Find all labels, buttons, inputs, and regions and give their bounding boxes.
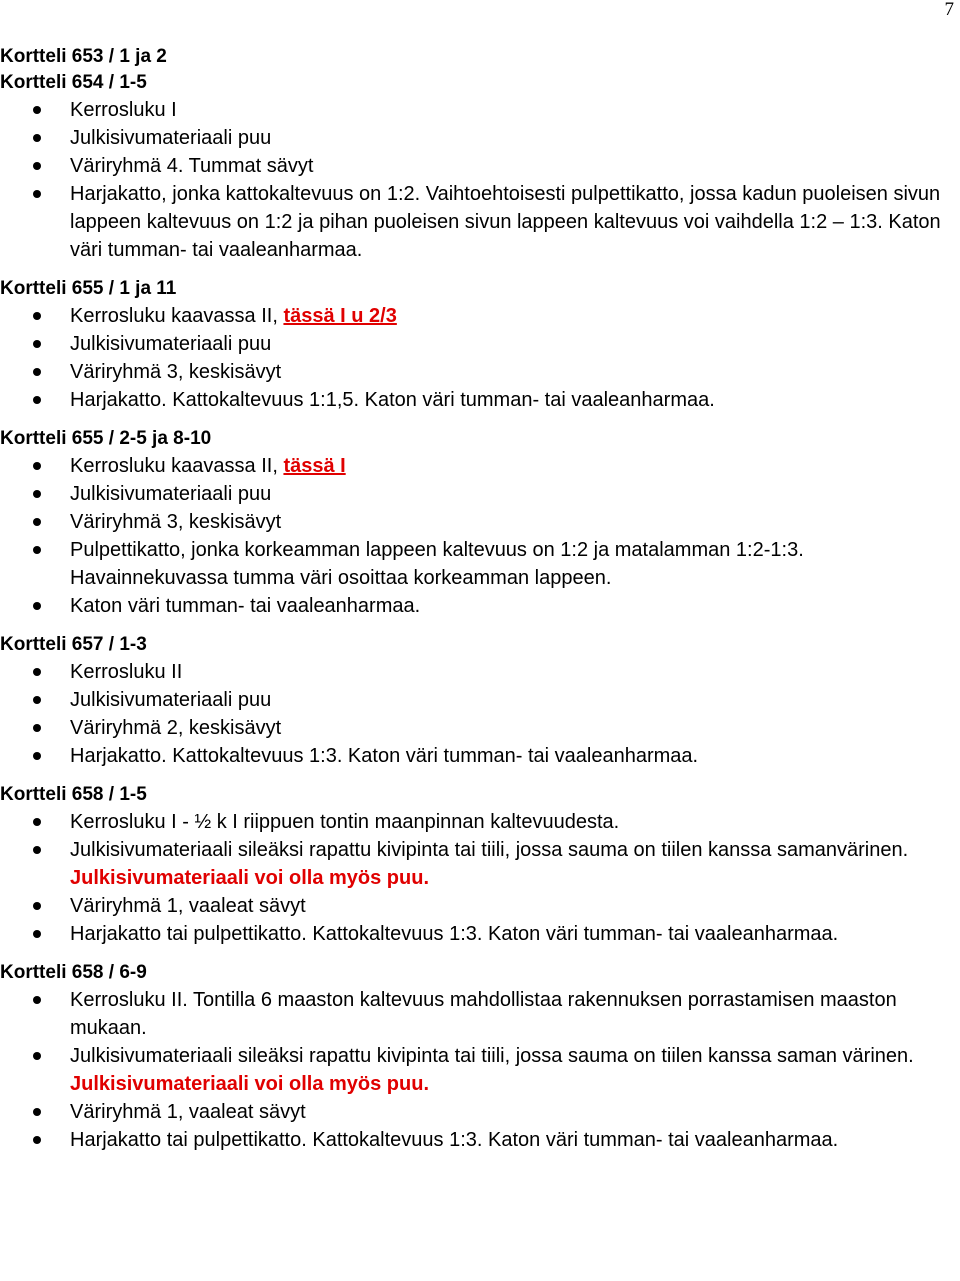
bullet-icon [33, 902, 41, 910]
bullet-list [0, 452, 958, 620]
bullet-icon [33, 518, 41, 526]
bullet-icon [33, 668, 41, 676]
bullet-icon [33, 752, 41, 760]
item-highlight: tässä I [283, 455, 346, 477]
page-number: 7 [944, 0, 954, 20]
item-text: Väriryhmä 3, keskisävyt [70, 361, 282, 383]
block-kortteli-658-6 [0, 960, 958, 1154]
bullet-icon [33, 818, 41, 826]
item-text: Harjakatto. Kattokaltevuus 1:3. Katon väri tumman- tai vaaleanharmaa. [70, 745, 699, 767]
item-text: Katon väri tumman- tai vaaleanharmaa. [70, 595, 421, 617]
item-text: Pulpettikatto, jonka korkeamman lappeen kaltevuus on 1:2 ja matalamman 1:2-1:3. Havainnekuvassa tumma väri osoittaa korkeamman lappeen. [70, 539, 804, 589]
list-item [0, 742, 958, 770]
block-heading: Kortteli 654 / 1-5 [0, 72, 147, 93]
list-item [0, 658, 958, 686]
list-item [0, 302, 958, 330]
bullet-icon [33, 846, 41, 854]
bullet-icon [33, 312, 41, 320]
item-text: Väriryhmä 1, vaaleat sävyt [70, 1101, 306, 1123]
bullet-icon [33, 1108, 41, 1116]
list-item [0, 920, 958, 948]
item-text: Julkisivumateriaali puu [70, 127, 272, 149]
bullet-icon [33, 162, 41, 170]
list-item [0, 686, 958, 714]
bullet-icon [33, 340, 41, 348]
bullet-icon [33, 190, 41, 198]
bullet-icon [33, 724, 41, 732]
block-heading: Kortteli 657 / 1-3 [0, 634, 147, 655]
list-item [0, 508, 958, 536]
item-text: Kerrosluku II [70, 661, 183, 683]
list-item [0, 452, 958, 480]
item-text: Julkisivumateriaali puu [70, 333, 272, 355]
bullet-list [0, 96, 958, 264]
bullet-icon [33, 134, 41, 142]
block-heading: Kortteli 658 / 6-9 [0, 962, 147, 983]
bullet-icon [33, 996, 41, 1004]
bullet-icon [33, 1136, 41, 1144]
bullet-icon [33, 1052, 41, 1060]
block-heading: Kortteli 655 / 1 ja 11 [0, 278, 177, 299]
block-kortteli-653 [0, 44, 958, 264]
list-item [0, 592, 958, 620]
block-kortteli-655-1 [0, 276, 958, 414]
item-red-note: Julkisivumateriaali voi olla myös puu. [70, 1073, 430, 1095]
block-kortteli-657 [0, 632, 958, 770]
list-item [0, 180, 958, 264]
item-text: Harjakatto. Kattokaltevuus 1:1,5. Katon väri tumman- tai vaaleanharmaa. [70, 389, 715, 411]
item-text: Väriryhmä 4. Tummat sävyt [70, 155, 314, 177]
list-item [0, 358, 958, 386]
item-text: Julkisivumateriaali puu [70, 689, 272, 711]
bullet-icon [33, 490, 41, 498]
list-item [0, 386, 958, 414]
bullet-icon [33, 696, 41, 704]
item-text: Väriryhmä 1, vaaleat sävyt [70, 895, 306, 917]
bullet-icon [33, 106, 41, 114]
list-item [0, 1126, 958, 1154]
bullet-list [0, 302, 958, 414]
list-item [0, 836, 958, 892]
list-item [0, 124, 958, 152]
item-text: Harjakatto, jonka kattokaltevuus on 1:2. Vaihtoehtoisesti pulpettikatto, jossa kadun puoleisen sivun lappeen kaltevuus on 1:2 ja pihan puoleisen sivun lappeen kaltevuus voi vaihdella 1:2 – 1:3. Katon väri tumman- tai vaaleanharmaa. [70, 183, 941, 261]
list-item [0, 1042, 958, 1098]
list-item [0, 714, 958, 742]
bullet-list [0, 808, 958, 948]
bullet-icon [33, 462, 41, 470]
item-text: Julkisivumateriaali puu [70, 483, 272, 505]
list-item [0, 1098, 958, 1126]
bullet-icon [33, 396, 41, 404]
bullet-icon [33, 368, 41, 376]
list-item [0, 152, 958, 180]
block-heading: Kortteli 655 / 2-5 ja 8-10 [0, 428, 212, 449]
item-red-note: Julkisivumateriaali voi olla myös puu. [70, 867, 430, 889]
list-item [0, 96, 958, 124]
item-text: Kerrosluku kaavassa II, [70, 305, 284, 327]
item-text: Julkisivumateriaali sileäksi rapattu kivipinta tai tiili, jossa sauma on tiilen kanssa saman värinen. [70, 1045, 914, 1067]
item-text: Väriryhmä 3, keskisävyt [70, 511, 282, 533]
block-heading: Kortteli 653 / 1 ja 2 [0, 46, 167, 67]
list-item [0, 808, 958, 836]
list-item [0, 480, 958, 508]
item-text: Väriryhmä 2, keskisävyt [70, 717, 282, 739]
item-text: Harjakatto tai pulpettikatto. Kattokaltevuus 1:3. Katon väri tumman- tai vaaleanharmaa. [70, 923, 839, 945]
item-text: Kerrosluku I - ½ k I riippuen tontin maanpinnan kaltevuudesta. [70, 811, 620, 833]
list-item [0, 536, 958, 592]
block-kortteli-658-1 [0, 782, 958, 948]
bullet-icon [33, 930, 41, 938]
block-kortteli-655-2 [0, 426, 958, 620]
bullet-list [0, 658, 958, 770]
bullet-icon [33, 602, 41, 610]
bullet-icon [33, 546, 41, 554]
document-body [0, 44, 958, 1166]
item-text: Kerrosluku kaavassa II, [70, 455, 284, 477]
list-item [0, 986, 958, 1042]
bullet-list [0, 986, 958, 1154]
item-text: Julkisivumateriaali sileäksi rapattu kivipinta tai tiili, jossa sauma on tiilen kanssa samanvärinen. [70, 839, 909, 861]
list-item [0, 330, 958, 358]
block-heading: Kortteli 658 / 1-5 [0, 784, 147, 805]
item-text: Kerrosluku I [70, 99, 177, 121]
item-highlight: tässä I u 2/3 [283, 305, 397, 327]
list-item [0, 892, 958, 920]
item-text: Kerrosluku II. Tontilla 6 maaston kaltevuus mahdollistaa rakennuksen porrastamisen maaston mukaan. [70, 989, 897, 1039]
item-text: Harjakatto tai pulpettikatto. Kattokaltevuus 1:3. Katon väri tumman- tai vaaleanharmaa. [70, 1129, 839, 1151]
